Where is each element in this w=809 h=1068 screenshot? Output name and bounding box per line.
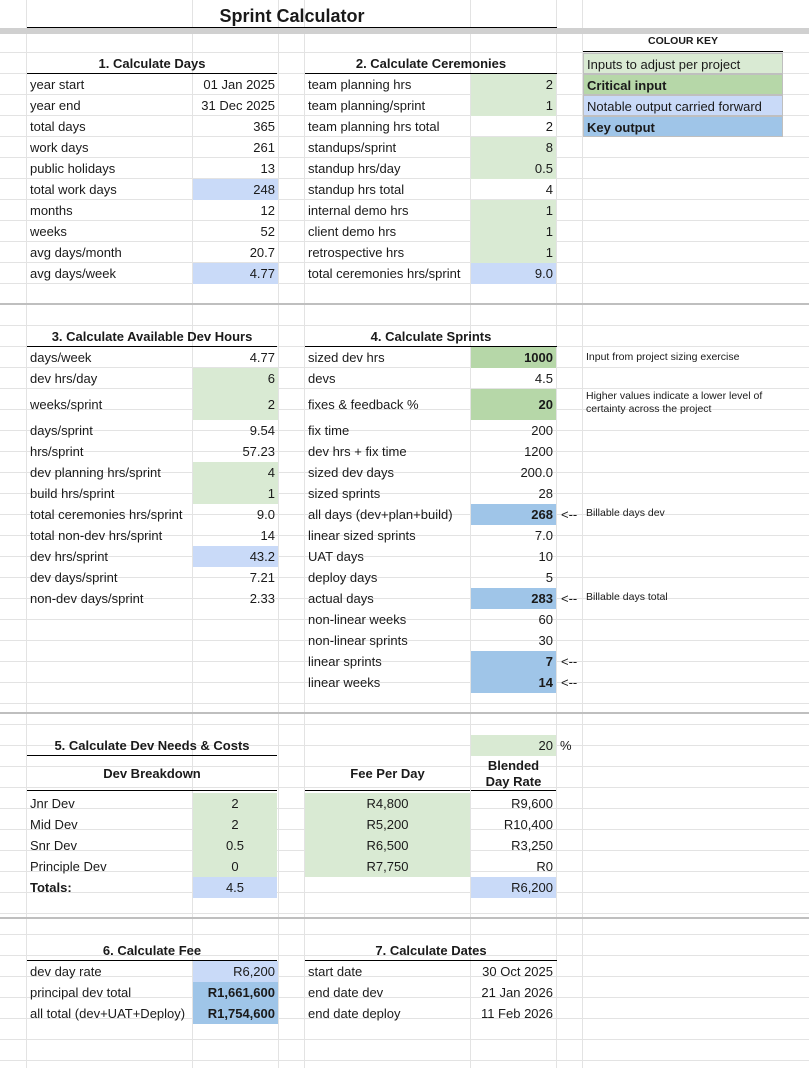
- sprint-value: 14: [471, 672, 556, 693]
- section-7-heading: 7. Calculate Dates: [305, 940, 557, 961]
- dev-hours-label: weeks/sprint: [30, 397, 103, 412]
- sprint-label: sized sprints: [308, 486, 381, 501]
- ceremony-value[interactable]: 2: [471, 74, 556, 95]
- sprint-label: sized dev hrs: [308, 350, 385, 365]
- sprint-value: 60: [538, 612, 553, 627]
- dev-hours-label: non-dev days/sprint: [30, 591, 144, 606]
- ceremony-value[interactable]: 1: [471, 200, 556, 221]
- margin-percent-unit: %: [560, 738, 572, 753]
- colour-key-notable: Notable output carried forward: [583, 95, 783, 116]
- ceremony-label: team planning hrs: [308, 77, 412, 92]
- dev-hours-value[interactable]: 1: [193, 483, 278, 504]
- dev-hours-value: 43.2: [193, 546, 278, 567]
- days-label: year end: [30, 98, 81, 113]
- dev-hours-label: build hrs/sprint: [30, 486, 115, 501]
- fee-per-day-input[interactable]: R5,200: [305, 814, 470, 835]
- note-sized-dev-hrs: Input from project sizing exercise: [586, 351, 740, 363]
- dev-role: Mid Dev: [30, 817, 78, 832]
- ceremony-value: 2: [545, 119, 553, 134]
- ceremony-label: standup hrs total: [308, 182, 405, 197]
- dev-hours-value: 57.23: [242, 444, 275, 459]
- dev-hours-label: dev days/sprint: [30, 570, 118, 585]
- sprint-label: non-linear sprints: [308, 633, 408, 648]
- sprint-value: 1200: [524, 444, 553, 459]
- date-value[interactable]: 30 Oct 2025: [482, 964, 553, 979]
- dev-count-input[interactable]: 0: [193, 856, 277, 877]
- section-2-heading: 2. Calculate Ceremonies: [305, 53, 557, 74]
- note-fixes-feedback: Higher values indicate a lower level of certainty across the project: [586, 390, 763, 415]
- days-label: year start: [30, 77, 85, 92]
- dev-hours-value: 4.77: [249, 350, 275, 365]
- section-6-heading: 6. Calculate Fee: [27, 940, 277, 961]
- ceremony-label: team planning hrs total: [308, 119, 440, 134]
- dev-hours-label: dev hrs/day: [30, 371, 98, 386]
- fee-label: dev day rate: [30, 964, 102, 979]
- days-value: 01 Jan 2025: [203, 77, 275, 92]
- dev-hours-label: dev planning hrs/sprint: [30, 465, 161, 480]
- colour-key-heading: COLOUR KEY: [583, 31, 783, 52]
- sprint-value: 268: [471, 504, 556, 525]
- section-4-heading: 4. Calculate Sprints: [305, 326, 557, 347]
- dev-count-input[interactable]: 2: [193, 793, 277, 814]
- ceremony-value: 9.0: [471, 263, 556, 284]
- sprint-value: 7.0: [534, 528, 553, 543]
- fee-label: principal dev total: [30, 985, 132, 1000]
- section-5-heading: 5. Calculate Dev Needs & Costs: [27, 735, 277, 756]
- days-value: 365: [253, 119, 275, 134]
- dev-role: Jnr Dev: [30, 796, 75, 811]
- dev-hours-value[interactable]: 6: [193, 368, 278, 389]
- days-value: 4.77: [193, 263, 278, 284]
- fee-per-day-header: Fee Per Day: [305, 756, 470, 791]
- ceremony-label: total ceremonies hrs/sprint: [308, 266, 461, 281]
- blended-day-rate-header: [471, 756, 556, 791]
- sprint-value: 200.0: [520, 465, 553, 480]
- sprint-value: 283: [471, 588, 556, 609]
- sprint-label: non-linear weeks: [308, 612, 407, 627]
- sprint-label: fix time: [308, 423, 350, 438]
- ceremony-value[interactable]: 1: [471, 95, 556, 116]
- dev-hours-label: days/sprint: [30, 423, 93, 438]
- dev-role: Principle Dev: [30, 859, 107, 874]
- ceremony-label: internal demo hrs: [308, 203, 409, 218]
- ceremony-label: retrospective hrs: [308, 245, 405, 260]
- colour-key-output: Key output: [583, 116, 783, 137]
- dev-hours-value: 9.0: [256, 507, 275, 522]
- ceremony-label: client demo hrs: [308, 224, 397, 239]
- date-label: end date deploy: [308, 1006, 401, 1021]
- days-value: 13: [260, 161, 275, 176]
- ceremony-label: team planning/sprint: [308, 98, 426, 113]
- days-value: 12: [260, 203, 275, 218]
- days-label: total work days: [30, 182, 117, 197]
- ceremony-value[interactable]: 8: [471, 137, 556, 158]
- days-label: avg days/month: [30, 245, 122, 260]
- ceremony-value[interactable]: 1: [471, 242, 556, 263]
- sprint-label: devs: [308, 371, 336, 386]
- sprint-value: 28: [538, 486, 553, 501]
- sprint-label: UAT days: [308, 549, 364, 564]
- fee-value: R1,661,600: [193, 982, 278, 1003]
- dev-hours-label: total non-dev hrs/sprint: [30, 528, 163, 543]
- colour-key-input: Inputs to adjust per project: [583, 53, 783, 74]
- days-label: public holidays: [30, 161, 116, 176]
- pointer-arrow: <--: [561, 654, 578, 669]
- fee-label: all total (dev+UAT+Deploy): [30, 1006, 186, 1021]
- days-label: total days: [30, 119, 86, 134]
- blended-rate: R10,400: [503, 817, 553, 832]
- blended-rate: R9,600: [511, 796, 553, 811]
- days-value: 31 Dec 2025: [201, 98, 275, 113]
- section-1-heading: 1. Calculate Days: [27, 53, 277, 74]
- margin-percent-input[interactable]: 20: [471, 735, 556, 756]
- sprint-value: 4.5: [534, 371, 553, 386]
- sprint-label: actual days: [308, 591, 374, 606]
- date-label: start date: [308, 964, 363, 979]
- dev-role: Snr Dev: [30, 838, 77, 853]
- totals-label: Totals:: [30, 880, 72, 895]
- fee-per-day-input[interactable]: R4,800: [305, 793, 470, 814]
- sprint-value: 5: [545, 570, 553, 585]
- blended-rate: R0: [536, 859, 553, 874]
- days-value: 52: [260, 224, 275, 239]
- date-label: end date dev: [308, 985, 384, 1000]
- totals-blended-rate: R6,200: [471, 877, 556, 898]
- dev-breakdown-header: Dev Breakdown: [27, 756, 277, 791]
- sprint-value: 30: [538, 633, 553, 648]
- sprint-label: all days (dev+plan+build): [308, 507, 453, 522]
- dev-hours-label: total ceremonies hrs/sprint: [30, 507, 183, 522]
- days-label: months: [30, 203, 73, 218]
- dev-hours-value[interactable]: 4: [193, 462, 278, 483]
- sprint-label: linear sprints: [308, 654, 382, 669]
- fee-per-day-input[interactable]: R7,750: [305, 856, 470, 877]
- sprint-label: dev hrs + fix time: [308, 444, 407, 459]
- days-value: 248: [193, 179, 278, 200]
- fee-value: R6,200: [193, 961, 278, 982]
- blended-header-line2: Day Rate: [485, 774, 542, 789]
- date-value: 21 Jan 2026: [481, 985, 553, 1000]
- sprint-value[interactable]: 20: [471, 389, 556, 420]
- days-value: 261: [253, 140, 275, 155]
- pointer-arrow: <--: [561, 675, 578, 690]
- ceremony-label: standups/sprint: [308, 140, 397, 155]
- dev-count-input[interactable]: 2: [193, 814, 277, 835]
- days-label: avg days/week: [30, 266, 116, 281]
- ceremony-label: standup hrs/day: [308, 161, 401, 176]
- sprint-value: 10: [538, 549, 553, 564]
- sprint-label: linear sized sprints: [308, 528, 416, 543]
- days-value: 20.7: [249, 245, 275, 260]
- fee-per-day-input[interactable]: R6,500: [305, 835, 470, 856]
- sprint-label: deploy days: [308, 570, 378, 585]
- dev-hours-value: 14: [260, 528, 275, 543]
- blended-rate: R3,250: [511, 838, 553, 853]
- sprint-value[interactable]: 1000: [471, 347, 556, 368]
- sprint-label: sized dev days: [308, 465, 394, 480]
- note-billable-days-dev: Billable days dev: [586, 507, 665, 519]
- totals-dev-count: 4.5: [193, 877, 277, 898]
- dev-hours-value: 9.54: [249, 423, 275, 438]
- dev-count-input[interactable]: 0.5: [193, 835, 277, 856]
- sprint-label: linear weeks: [308, 675, 381, 690]
- days-label: weeks: [30, 224, 67, 239]
- ceremony-value[interactable]: 1: [471, 221, 556, 242]
- dev-hours-value[interactable]: 2: [193, 389, 278, 420]
- section-3-heading: 3. Calculate Available Dev Hours: [27, 326, 277, 347]
- date-value: 11 Feb 2026: [480, 1006, 553, 1021]
- fee-value: R1,754,600: [193, 1003, 278, 1024]
- dev-hours-label: dev hrs/sprint: [30, 549, 109, 564]
- dev-hours-label: days/week: [30, 350, 92, 365]
- sprint-label: fixes & feedback %: [308, 397, 419, 412]
- sprint-value: 7: [471, 651, 556, 672]
- sprint-value: 200: [531, 423, 553, 438]
- dev-hours-value: 2.33: [249, 591, 275, 606]
- dev-hours-value: 7.21: [249, 570, 275, 585]
- dev-hours-label: hrs/sprint: [30, 444, 84, 459]
- page-title: Sprint Calculator: [27, 4, 557, 28]
- ceremony-value: 4: [545, 182, 553, 197]
- pointer-arrow: <--: [561, 591, 578, 606]
- ceremony-value[interactable]: 0.5: [471, 158, 556, 179]
- note-billable-days-total: Billable days total: [586, 591, 668, 603]
- blended-header-line1: Blended: [487, 758, 540, 773]
- pointer-arrow: <--: [561, 507, 578, 522]
- colour-key-critical: Critical input: [583, 74, 783, 95]
- days-label: work days: [30, 140, 89, 155]
